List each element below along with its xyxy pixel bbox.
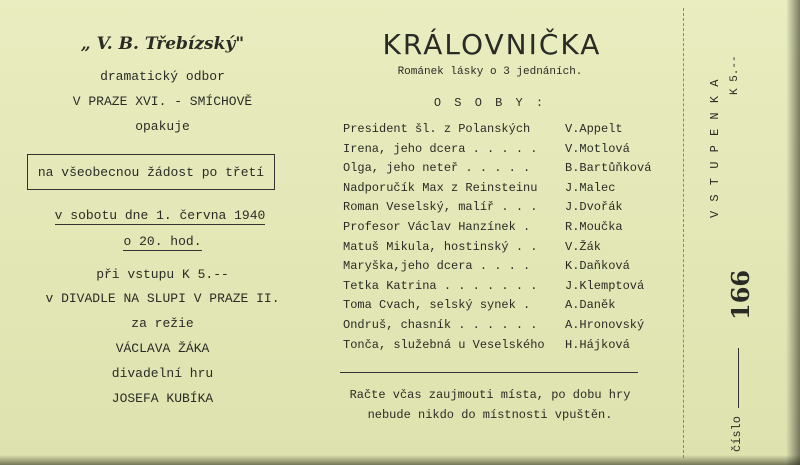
cast-row <box>343 181 663 201</box>
cast-row <box>343 279 663 299</box>
cast-row <box>343 161 663 181</box>
cast-actor: R.Moučka <box>565 219 623 234</box>
cast-actor: J.Dvořák <box>565 200 623 215</box>
ticket-number: 166 <box>726 269 755 320</box>
cast-actor: A.Hronovský <box>565 317 645 332</box>
persons-heading: O S O B Y : <box>433 96 547 110</box>
cast-row <box>343 240 663 260</box>
cast-role: Nadporučík Max z Reinsteinu <box>343 180 538 195</box>
cast-role: Tetka Katrina . . . . . . . <box>343 278 538 293</box>
cast-role: Roman Veselský, malíř . . . <box>343 200 538 215</box>
event-date <box>30 208 290 223</box>
stub-number-label: číslo <box>730 415 744 452</box>
cast-actor: J.Malec <box>565 180 616 195</box>
cast-row <box>343 220 663 240</box>
stub-price: K 5.-- <box>729 55 741 95</box>
repeats-text: opakuje <box>135 119 190 134</box>
cast-row <box>343 200 663 220</box>
cast-actor: H.Hájková <box>565 337 630 352</box>
footer-line-1: Račte včas zaujmouti místa, po dobu hry <box>349 388 631 402</box>
stub-label: V S T U P E N K A <box>708 78 722 218</box>
department-text: dramatický odbor <box>100 69 225 84</box>
cast-actor: A.Daněk <box>565 298 616 313</box>
play-subtitle: Románek lásky o 3 jednáních. <box>397 66 583 78</box>
cast-actor: V.Žák <box>565 239 602 254</box>
direction-label: za režie <box>131 316 194 331</box>
footer-line-2: nebude nikdo do místnosti vpuštěn. <box>367 408 613 422</box>
cast-role: Ondruš, chasník . . . . . . <box>343 317 538 332</box>
entry-price-text: při vstupu K 5.-- <box>96 267 229 282</box>
cast-role: Olga, jeho neteř . . . . . <box>343 161 531 176</box>
cast-row <box>343 338 663 358</box>
cast-role: Tonča, služebná u Veselského <box>343 337 545 352</box>
play-label: divadelní hru <box>111 366 214 381</box>
cast-row <box>343 318 663 338</box>
cast-actor: J.Klemptová <box>565 278 645 293</box>
play-title: KRÁLOVNIČKA <box>382 28 602 61</box>
number-underline <box>738 348 739 408</box>
edge-shadow <box>0 455 800 465</box>
cast-row <box>343 298 663 318</box>
cast-row <box>343 122 663 142</box>
cast-list <box>343 122 663 357</box>
cast-role: Profesor Václav Hanzínek . <box>343 219 531 234</box>
cast-row <box>343 259 663 279</box>
event-time-text: o 20. hod. <box>123 234 202 249</box>
event-date-text: v sobotu dne 1. června 1940 <box>54 208 266 223</box>
cast-role: Matuš Mikula, hostinský . . <box>343 239 538 254</box>
cast-row <box>343 142 663 162</box>
notice-box <box>27 154 275 190</box>
cast-actor: B.Bartůňková <box>565 161 652 176</box>
perforation-line <box>683 8 684 458</box>
cast-role: Irena, jeho dcera . . . . . <box>343 141 538 156</box>
divider-line <box>340 372 638 373</box>
edge-shadow <box>786 0 800 465</box>
notice-text: na všeobecnou žádost po třetí <box>37 164 265 180</box>
venue-text: v DIVADLE NA SLUPI V PRAZE II. <box>45 291 280 306</box>
location-text: V PRAZE XVI. - SMÍCHOVĚ <box>72 94 253 109</box>
organization-name: „ V. B. Třebízský" <box>80 34 245 54</box>
cast-actor: V.Appelt <box>565 122 623 136</box>
cast-actor: V.Motlová <box>565 141 630 156</box>
director-name: VÁCLAVA ŽÁKA <box>115 341 210 356</box>
cast-role: President šl. z Polanských <box>343 122 531 136</box>
cast-role: Toma Cvach, selský synek . <box>343 298 531 313</box>
cast-role: Maryška,jeho dcera . . . . <box>343 259 531 274</box>
cast-actor: K.Daňková <box>565 259 630 274</box>
author-name: JOSEFA KUBÍKA <box>111 391 214 406</box>
event-time <box>50 234 275 249</box>
